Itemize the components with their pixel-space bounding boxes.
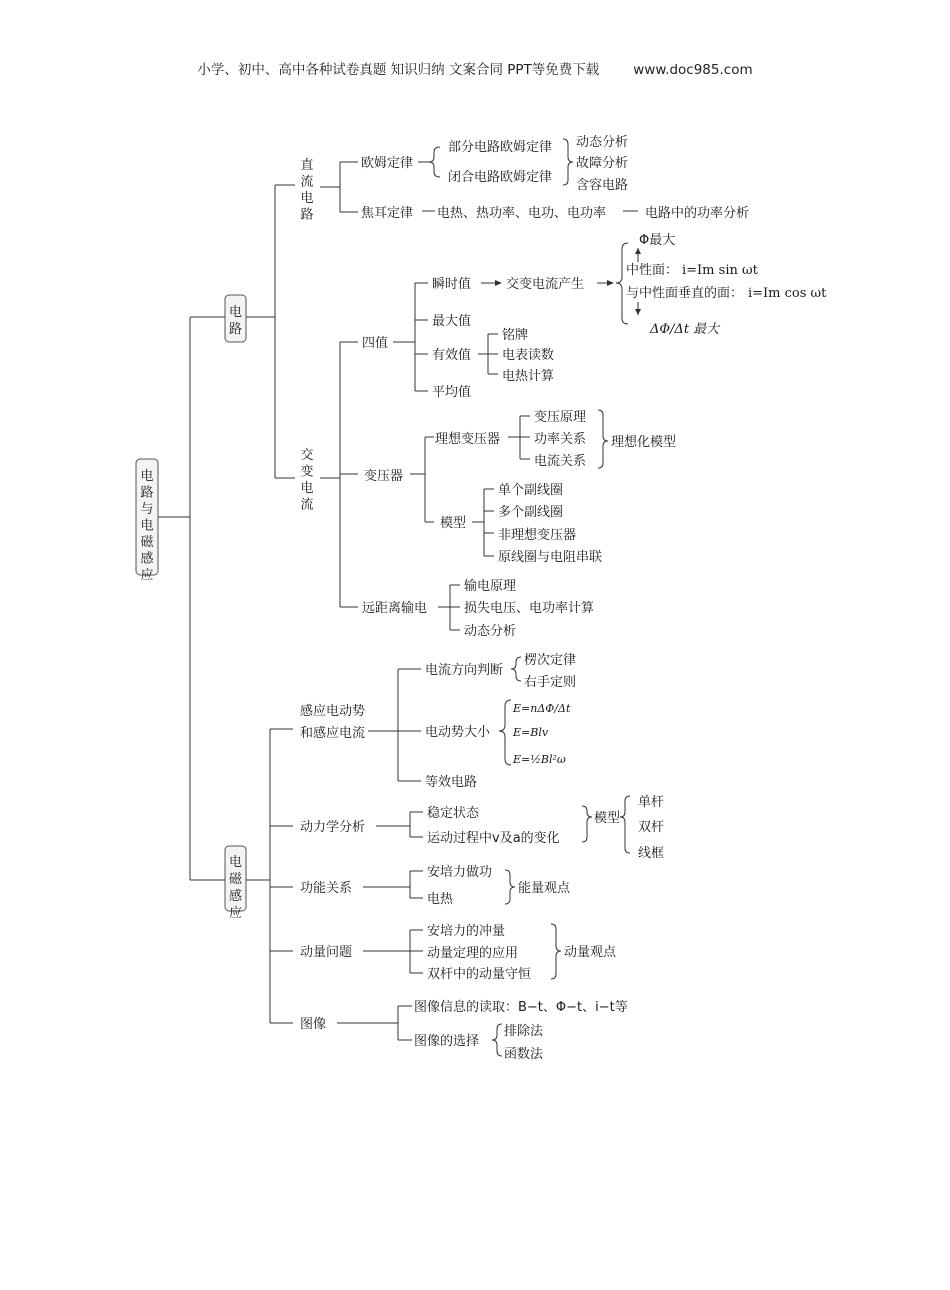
vertical-glyph: 磁 bbox=[228, 872, 243, 887]
graph-choice-item-1: 排除法 bbox=[504, 1024, 544, 1039]
four-label: 四值 bbox=[362, 336, 389, 351]
vertical-glyph: 应 bbox=[140, 568, 154, 583]
max-label: 最大值 bbox=[432, 314, 472, 329]
joule-label: 焦耳定律 bbox=[361, 206, 414, 221]
vertical-glyph: 路 bbox=[300, 207, 314, 223]
equivalent-label: 等效电路 bbox=[425, 775, 478, 790]
effective-item-3: 电热计算 bbox=[502, 369, 555, 384]
momentum-view: 动量观点 bbox=[564, 945, 617, 960]
momentum-item-1: 安培力的冲量 bbox=[427, 924, 506, 939]
energy-item-2: 电热 bbox=[427, 892, 454, 907]
vertical-glyph: 电 bbox=[140, 518, 154, 534]
graph-reading: 图像信息的读取：B−t、Φ−t、i−t等 bbox=[414, 1000, 628, 1015]
transmission-item-1: 输电原理 bbox=[464, 579, 517, 594]
header-url[interactable]: www.doc985.com bbox=[633, 62, 753, 78]
direction-label: 电流方向判断 bbox=[425, 663, 504, 678]
energy-label: 功能关系 bbox=[300, 881, 353, 896]
dynamics-model-item-2: 双杆 bbox=[638, 820, 665, 835]
instant-label: 瞬时值 bbox=[432, 277, 472, 292]
vertical-glyph: 交 bbox=[300, 448, 314, 463]
ohm-item-1: 动态分析 bbox=[576, 135, 629, 150]
joule-chain: 电热、热功率、电功、电功率 bbox=[437, 206, 607, 221]
graph-choice: 图像的选择 bbox=[414, 1034, 480, 1049]
formula-1: E=nΔΦ/Δt bbox=[513, 702, 571, 715]
vertical-glyph: 与 bbox=[140, 502, 154, 517]
momentum-item-2: 动量定理的应用 bbox=[427, 946, 519, 961]
emf-label-line-1: 感应电动势 bbox=[300, 704, 366, 719]
transmission-label: 远距离输电 bbox=[362, 601, 428, 616]
average-label: 平均值 bbox=[432, 385, 472, 400]
graph-label: 图像 bbox=[300, 1017, 327, 1032]
direction-item-1: 楞次定律 bbox=[524, 653, 577, 668]
flux-rate-max: ΔΦ/Δt 最大 bbox=[650, 322, 720, 337]
energy-view: 能量观点 bbox=[518, 881, 571, 896]
vertical-glyph: 直 bbox=[300, 158, 314, 173]
magnitude-label: 电动势大小 bbox=[425, 725, 491, 740]
formula-3: E=½Bl²ω bbox=[513, 753, 566, 766]
vertical-glyph: 感 bbox=[228, 889, 243, 904]
effective-item-2: 电表读数 bbox=[502, 348, 555, 363]
emf-label-line-2: 和感应电流 bbox=[300, 726, 366, 741]
ohm-partial: 部分电路欧姆定律 bbox=[448, 140, 553, 155]
model-item-3: 非理想变压器 bbox=[498, 528, 577, 543]
ohm-closed: 闭合电路欧姆定律 bbox=[448, 170, 553, 185]
neutral-formula: i=Im sin ωt bbox=[682, 263, 758, 278]
ideal-item-3: 电流关系 bbox=[534, 454, 587, 469]
transmission-item-3: 动态分析 bbox=[464, 624, 517, 639]
model-label: 模型 bbox=[440, 516, 467, 531]
transformer-label: 变压器 bbox=[364, 469, 404, 484]
vertical-glyph: 路 bbox=[140, 485, 154, 501]
vertical-glyph: 流 bbox=[300, 497, 314, 513]
dynamics-model-item-3: 线框 bbox=[638, 846, 665, 861]
vertical-glyph: 电 bbox=[140, 469, 154, 484]
vertical-glyph: 电 bbox=[300, 191, 314, 206]
direction-item-2: 右手定则 bbox=[524, 675, 577, 690]
formula-2: E=Blv bbox=[513, 726, 549, 739]
ideal-model: 理想化模型 bbox=[611, 435, 677, 450]
dynamics-label: 动力学分析 bbox=[300, 820, 366, 835]
vertical-glyph: 感 bbox=[140, 551, 154, 567]
ohm-item-2: 故障分析 bbox=[576, 156, 629, 171]
ohm-label: 欧姆定律 bbox=[361, 156, 414, 171]
ideal-item-1: 变压原理 bbox=[534, 410, 587, 425]
vertical-glyph: 电 bbox=[228, 855, 243, 870]
momentum-label: 动量问题 bbox=[300, 945, 353, 960]
phi-max: Φ最大 bbox=[639, 233, 676, 248]
header-text: 小学、初中、高中各种试卷真题 知识归纳 文案合同 PPT等免费下载 bbox=[197, 62, 600, 78]
transmission-item-2: 损失电压、电功率计算 bbox=[464, 601, 595, 616]
effective-label: 有效值 bbox=[432, 348, 472, 363]
energy-item-1: 安培力做功 bbox=[427, 865, 493, 880]
model-item-4: 原线圈与电阻串联 bbox=[498, 550, 603, 565]
graph-choice-item-2: 函数法 bbox=[504, 1047, 544, 1062]
dynamics-model: 模型 bbox=[594, 811, 621, 826]
vertical-glyph: 应 bbox=[228, 906, 243, 921]
vertical-glyph: 电 bbox=[228, 305, 243, 320]
perp-formula: i=Im cos ωt bbox=[748, 286, 827, 301]
model-item-2: 多个副线圈 bbox=[498, 505, 564, 520]
vertical-glyph: 电 bbox=[300, 481, 314, 496]
momentum-item-3: 双杆中的动量守恒 bbox=[427, 967, 532, 982]
ideal-item-2: 功率关系 bbox=[534, 432, 587, 447]
ac-label bbox=[300, 448, 313, 513]
effective-item-1: 铭牌 bbox=[502, 328, 529, 343]
vertical-glyph: 磁 bbox=[140, 535, 154, 550]
dynamics-item-1: 稳定状态 bbox=[427, 806, 480, 821]
neutral-label: 中性面： bbox=[626, 263, 679, 278]
vertical-glyph: 流 bbox=[300, 174, 314, 190]
model-item-1: 单个副线圈 bbox=[498, 483, 564, 498]
ohm-item-3: 含容电路 bbox=[576, 178, 629, 193]
dynamics-model-item-1: 单杆 bbox=[638, 795, 665, 810]
generation-label: 交变电流产生 bbox=[506, 277, 585, 292]
vertical-glyph: 路 bbox=[228, 322, 243, 337]
perp-label: 与中性面垂直的面： bbox=[626, 286, 744, 301]
root-label bbox=[140, 468, 154, 583]
ideal-label: 理想变压器 bbox=[435, 432, 501, 447]
joule-result: 电路中的功率分析 bbox=[645, 206, 750, 221]
dc-label bbox=[300, 157, 313, 223]
dynamics-item-2: 运动过程中v及a的变化 bbox=[427, 831, 560, 846]
vertical-glyph: 变 bbox=[300, 464, 314, 480]
